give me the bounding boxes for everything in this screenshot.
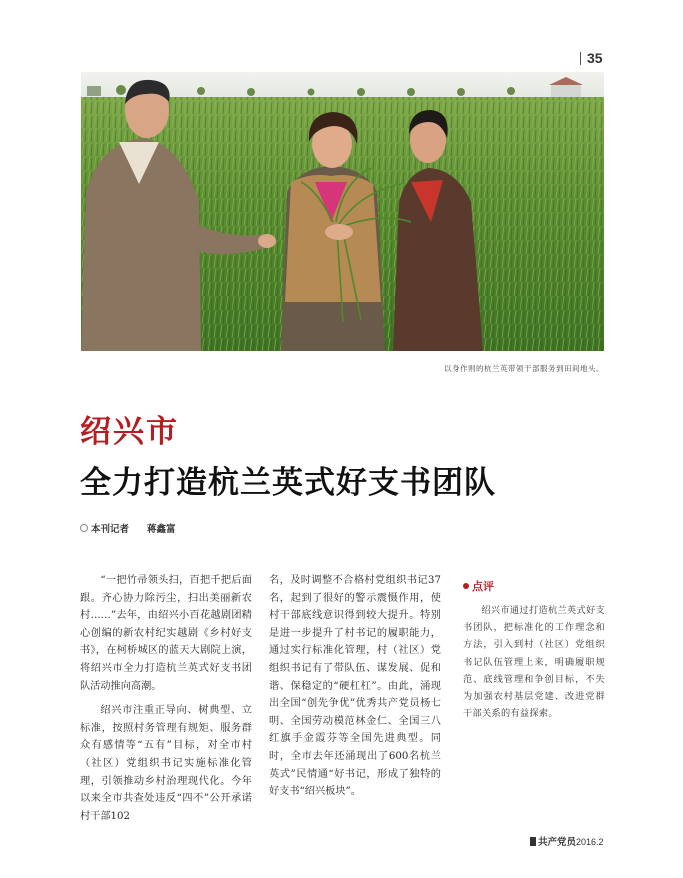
byline-role: 本刊记者: [91, 524, 130, 535]
page-number: [580, 50, 603, 66]
review-heading: [463, 578, 605, 594]
paragraph: 名，及时调整不合格村党组织书记37名，起到了很好的警示震慑作用，使村干部底线意识得到较大提升。特别是进一步提升了村书记的履职能力，通过实行标准化管理，村（社区）党组织书记有了带队伍、谋发展、促和谐、保稳定的“硬杠杠”。由此，涌现出全国“创先争优”优秀共产党员杨七明、全国劳动模范林金仁、全国三八红旗手金霞芬等全国先进典型。同时，全市去年还涌现出了600名杭兰英式”民情通“好书记，形成了独特的好支书“绍兴板块”。: [269, 575, 441, 798]
paragraph: 绍兴市注重正导向、树典型、立标准，按照村务管理有规矩、服务群众有感情等“五有”目标，对全市村（社区）党组织书记实施标准化管理，引领推动乡村治理现代化。今年以来全市共查处违反“四不”公开承诺村干部102: [80, 705, 252, 822]
review-sidebar: [463, 578, 605, 722]
wheat-field-photo: [81, 72, 604, 351]
paragraph: “一把竹帚领头扫，百把千把后面跟。齐心协力除污尘，扫出美丽新农村……”去年，由绍兴小百花越剧团精心创编的新农村纪实越剧《乡村好支书》，在柯桥城区的蓝天大剧院上演，将绍兴市全力打造杭兰英式好支书团队活动推向高潮。: [80, 575, 252, 692]
body-column-1: [80, 572, 252, 825]
page-number-divider: [580, 52, 581, 65]
article-photo: [81, 72, 604, 351]
page-number-value: 35: [587, 50, 603, 66]
byline-author: 蒋鑫富: [147, 524, 176, 535]
byline: [80, 521, 176, 535]
magazine-logo-icon: [530, 837, 536, 846]
article-title: 全力打造杭兰英式好支书团队: [80, 465, 496, 501]
review-heading-text: 点评: [472, 581, 494, 593]
footer: [530, 834, 604, 848]
review-body: 绍兴市通过打造杭兰英式好支书团队，把标准化的工作理念和方法，引入到村（社区）党组织书记队伍管理上来，明确履职规范、底线管理和争创目标，不失为加强农村基层党建、改进党群干部关系的有益探索。: [463, 605, 605, 720]
title-city: 绍兴市: [80, 414, 179, 450]
magazine-name: 共产党员: [538, 837, 577, 848]
bullet-icon: [463, 583, 469, 589]
issue-number: 2016.2: [576, 837, 604, 847]
byline-bullet-icon: [80, 524, 88, 532]
photo-caption: 以身作则的杭兰英带领干部服务到田间地头。: [444, 364, 604, 373]
body-column-2: [269, 572, 441, 801]
